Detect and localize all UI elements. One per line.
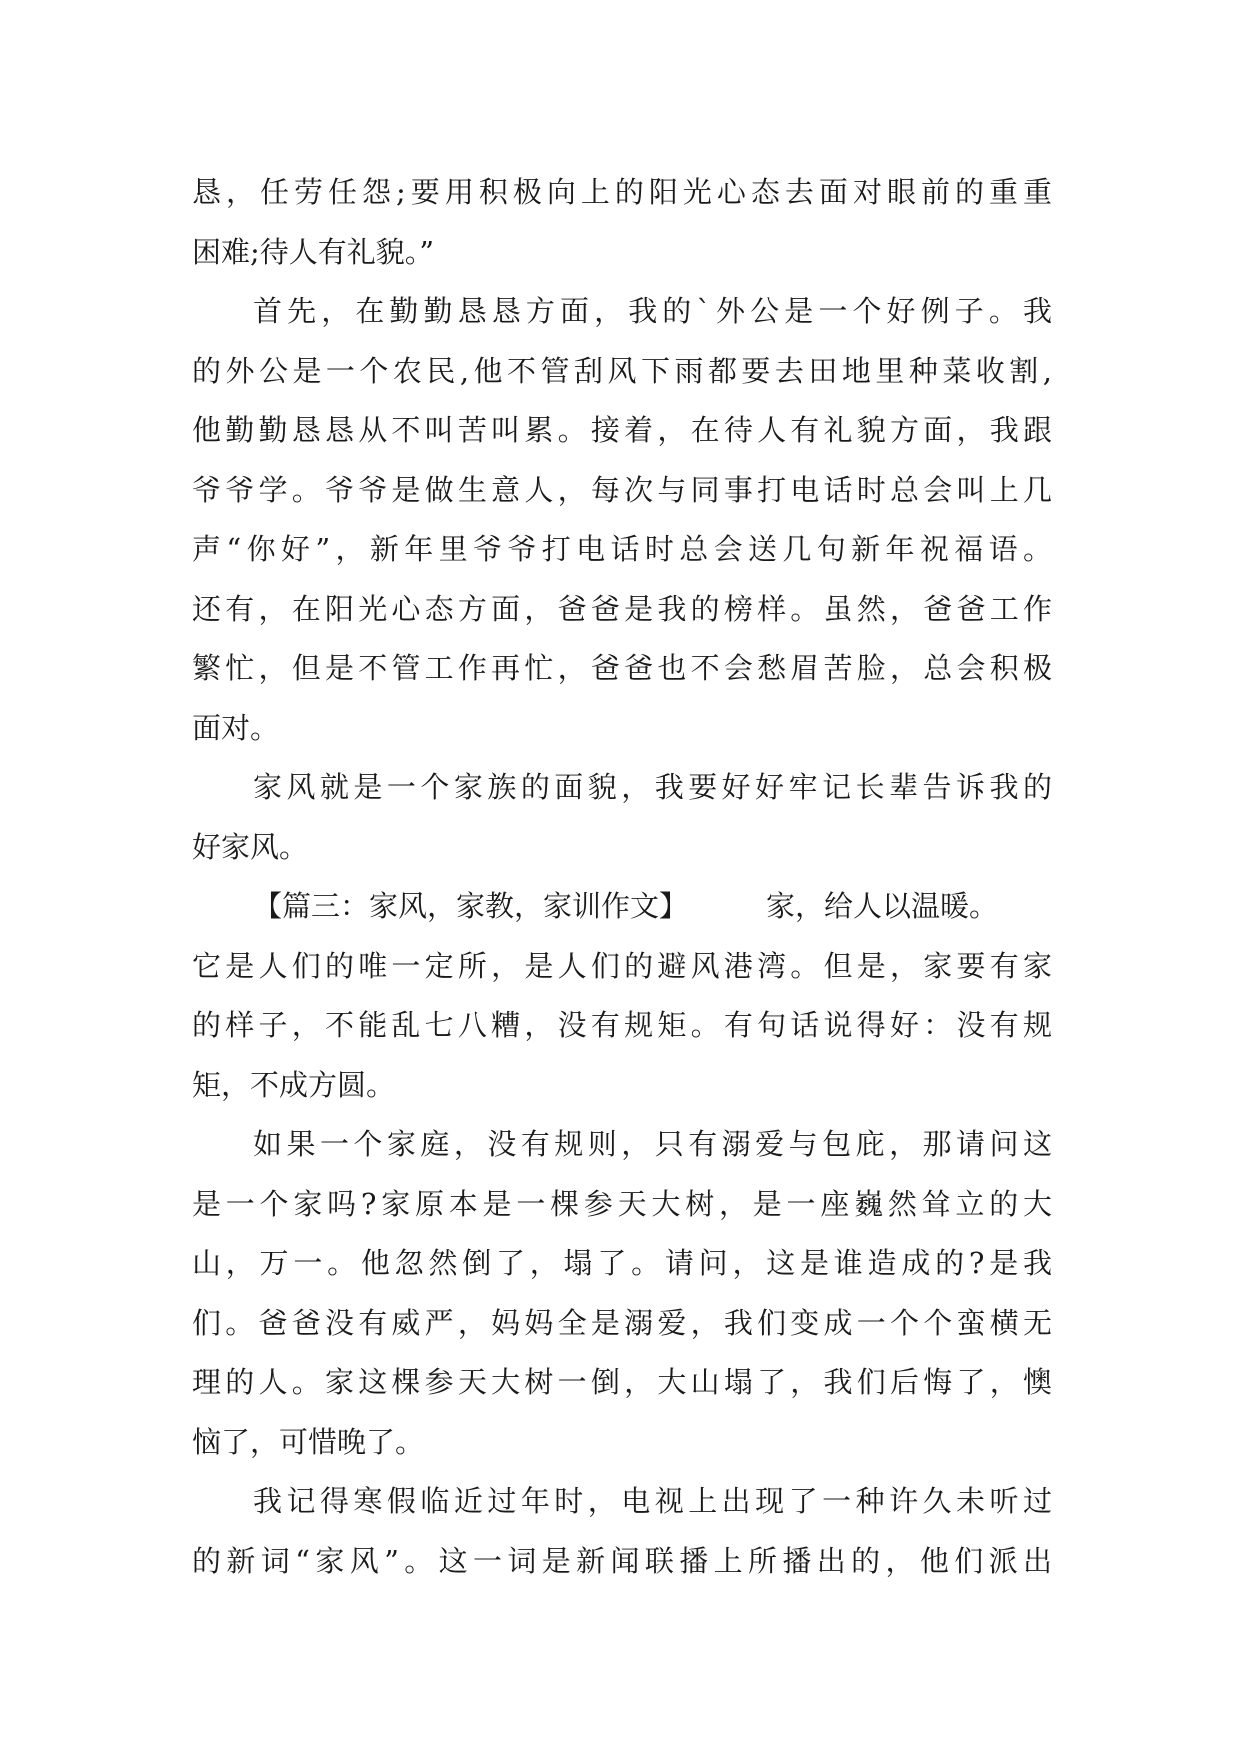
text-line: 们。爸爸没有威严，妈妈全是溺爱，我们变成一个个蛮横无 (192, 1305, 1052, 1340)
text-line: 恳，任劳任怨;要用积极向上的阳光心态去面对眼前的重重 (192, 175, 1052, 209)
text-line: 面对。 (192, 710, 280, 745)
text-line: 恼了，可惜晚了。 (192, 1424, 425, 1459)
text-line: 我记得寒假临近过年时，电视上出现了一种许久未听过 (253, 1484, 1052, 1518)
text-line: 爷爷学。爷爷是做生意人，每次与同事打电话时总会叫上几 (192, 472, 1052, 507)
section-heading: 【篇三：家风，家教，家训作文】 (253, 889, 689, 923)
text-line: 困难;待人有礼貌。” (192, 234, 435, 269)
section-heading-tail: 家，给人以温暖。 (766, 889, 999, 923)
text-line: 理的人。家这棵参天大树一倒，大山塌了，我们后悔了，懊 (192, 1365, 1052, 1399)
text-line: 山，万一。他忽然倒了，塌了。请问，这是谁造成的?是我 (192, 1246, 1052, 1280)
text-line: 声“你好”，新年里爷爷打电话时总会送几句新年祝福语。 (192, 532, 1052, 566)
text-line: 它是人们的唯一定所，是人们的避风港湾。但是，家要有家 (192, 948, 1052, 983)
document-body (192, 163, 1052, 1591)
text-line: 首先，在勤勤恳恳方面，我的`外公是一个好例子。我 (253, 294, 1052, 328)
text-line: 繁忙，但是不管工作再忙，爸爸也不会愁眉苦脸，总会积极 (192, 651, 1052, 685)
text-line: 他勤勤恳恳从不叫苦叫累。接着，在待人有礼貌方面，我跟 (192, 413, 1052, 447)
text-line: 的外公是一个农民,他不管刮风下雨都要去田地里种菜收割, (192, 353, 1052, 388)
section-heading-line (192, 877, 1052, 937)
text-line: 好家风。 (192, 829, 309, 864)
text-line: 的样子，不能乱七八糟，没有规矩。有句话说得好：没有规 (192, 1008, 1052, 1042)
text-line: 如果一个家庭，没有规则，只有溺爱与包庇，那请问这 (253, 1127, 1052, 1161)
text-line: 的新词“家风”。这一词是新闻联播上所播出的，他们派出 (192, 1543, 1052, 1578)
text-line: 矩，不成方圆。 (192, 1067, 396, 1102)
text-line: 是一个家吗?家原本是一棵参天大树，是一座巍然耸立的大 (192, 1186, 1052, 1221)
text-line: 家风就是一个家族的面貌，我要好好牢记长辈告诉我的 (253, 770, 1052, 804)
text-line: 还有，在阳光心态方面，爸爸是我的榜样。虽然，爸爸工作 (192, 591, 1052, 626)
